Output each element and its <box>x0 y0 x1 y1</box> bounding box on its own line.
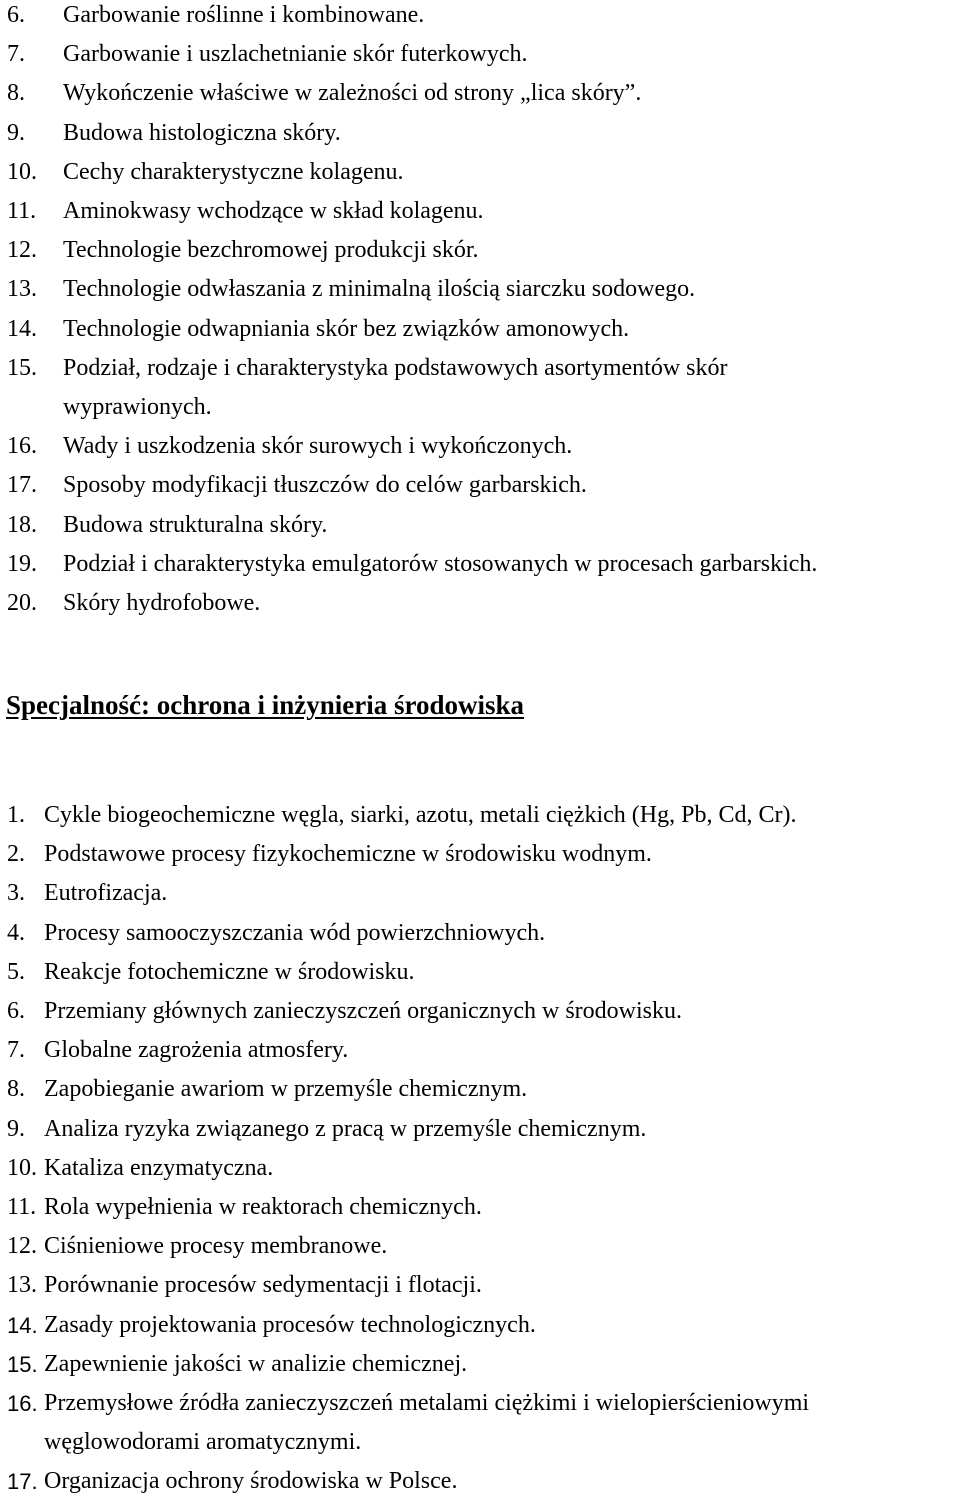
item-text: Technologie odwapniania skór bez związków amonowych. <box>63 315 630 342</box>
item-number: 13. <box>7 1272 37 1299</box>
list-item <box>7 874 957 913</box>
item-text: Aminokwasy wchodzące w skład kolagenu. <box>63 198 484 225</box>
list-item <box>7 35 957 74</box>
item-text: Technologie odwłaszania z minimalną ilością siarczku sodowego. <box>63 276 696 303</box>
item-number: 11. <box>7 198 37 225</box>
item-text: Ciśnieniowe procesy membranowe. <box>44 1233 388 1260</box>
item-text: Budowa histologiczna skóry. <box>63 119 341 146</box>
item-number: 10. <box>7 158 37 185</box>
list-item <box>7 349 957 427</box>
list-item <box>7 835 957 874</box>
list-item <box>7 545 957 584</box>
item-text: Rola wypełnienia w reaktorach chemicznych. <box>44 1194 482 1221</box>
list-item <box>7 914 957 953</box>
item-text: Wykończenie właściwe w zależności od strony „lica skóry”. <box>63 80 642 107</box>
list-item <box>7 1070 957 1109</box>
list-item <box>7 1031 957 1070</box>
item-text: Technologie bezchromowej produkcji skór. <box>63 237 479 264</box>
item-number: 11. <box>7 1194 37 1221</box>
list-item <box>7 584 957 623</box>
topic-list-environment <box>7 796 957 1502</box>
item-text: Garbowanie roślinne i kombinowane. <box>63 2 425 28</box>
list-item <box>7 427 957 466</box>
list-item <box>7 1462 957 1501</box>
item-number: 1. <box>7 802 25 828</box>
list-item <box>7 1345 957 1384</box>
item-number: 16. <box>7 1391 38 1417</box>
item-number: 3. <box>7 880 25 907</box>
list-item <box>7 992 957 1031</box>
item-text: Organizacja ochrony środowiska w Polsce. <box>44 1468 458 1495</box>
item-number: 14. <box>7 315 37 342</box>
item-number: 20. <box>7 590 37 617</box>
item-number: 17. <box>7 1469 38 1495</box>
item-number: 8. <box>7 80 25 107</box>
list-item <box>7 231 957 270</box>
item-text: Przemysłowe źródła zanieczyszczeń metalami ciężkimi i wielopierścieniowymi węglowodorami aromatycznymi. <box>44 1390 810 1456</box>
item-text: Kataliza enzymatyczna. <box>44 1154 274 1181</box>
item-text: Procesy samooczyszczania wód powierzchniowych. <box>44 919 546 946</box>
item-number: 8. <box>7 1076 25 1103</box>
list-item <box>7 796 957 835</box>
list-item <box>7 74 957 113</box>
item-text: Przemiany głównych zanieczyszczeń organicznych w środowisku. <box>44 998 683 1025</box>
section-heading: Specjalność: ochrona i inżynieria środowiska <box>6 690 525 720</box>
item-text: Podstawowe procesy fizykochemiczne w środowisku wodnym. <box>44 841 652 868</box>
item-number: 17. <box>7 472 37 499</box>
list-item <box>7 270 957 309</box>
item-number: 15. <box>7 354 37 381</box>
item-number: 9. <box>7 1115 25 1142</box>
item-number: 5. <box>7 958 25 985</box>
item-number: 13. <box>7 276 37 303</box>
item-text: Wady i uszkodzenia skór surowych i wykończonych. <box>63 433 573 460</box>
item-text: Garbowanie i uszlachetnianie skór futerkowych. <box>63 41 528 68</box>
item-text: Porównanie procesów sedymentacji i flotacji. <box>44 1272 482 1299</box>
item-text: Globalne zagrożenia atmosfery. <box>44 1037 349 1064</box>
item-number: 14. <box>7 1312 38 1338</box>
item-number: 12. <box>7 237 37 264</box>
list-item <box>7 953 957 992</box>
item-text: Cechy charakterystyczne kolagenu. <box>63 158 404 185</box>
item-number: 12. <box>7 1233 37 1260</box>
item-text: Podział, rodzaje i charakterystyka podstawowych asortymentów skór wyprawionych. <box>63 354 728 421</box>
item-number: 10. <box>7 1154 37 1181</box>
item-number: 19. <box>7 550 37 577</box>
list-item <box>7 1266 957 1305</box>
list-item <box>7 1227 957 1266</box>
item-text: Sposoby modyfikacji tłuszczów do celów garbarskich. <box>63 472 587 499</box>
item-text: Zasady projektowania procesów technologicznych. <box>44 1311 536 1338</box>
item-text: Analiza ryzyka związanego z pracą w przemyśle chemicznym. <box>44 1115 647 1142</box>
topic-list-tanning <box>7 0 957 623</box>
list-item <box>7 192 957 231</box>
list-item <box>7 0 957 35</box>
item-text: Cykle biogeochemiczne węgla, siarki, azotu, metali ciężkich (Hg, Pb, Cd, Cr). <box>44 802 797 828</box>
item-text: Zapewnienie jakości w analizie chemicznej. <box>44 1350 468 1377</box>
item-number: 9. <box>7 119 25 146</box>
list-item <box>7 1188 957 1227</box>
item-number: 6. <box>7 998 25 1025</box>
item-number: 7. <box>7 1037 25 1064</box>
item-text: Reakcje fotochemiczne w środowisku. <box>44 958 415 985</box>
item-number: 15. <box>7 1351 38 1377</box>
list-item <box>7 506 957 545</box>
list-item <box>7 1149 957 1188</box>
item-number: 18. <box>7 511 37 538</box>
item-number: 6. <box>7 2 25 28</box>
item-text: Budowa strukturalna skóry. <box>63 511 328 538</box>
list-item <box>7 1306 957 1345</box>
item-number: 16. <box>7 433 37 460</box>
list-item <box>7 153 957 192</box>
item-number: 7. <box>7 41 25 68</box>
list-item <box>7 1384 957 1462</box>
item-number: 2. <box>7 841 25 868</box>
list-item <box>7 1110 957 1149</box>
item-text: Podział i charakterystyka emulgatorów stosowanych w procesach garbarskich. <box>63 550 818 577</box>
item-text: Skóry hydrofobowe. <box>63 590 261 617</box>
list-item <box>7 114 957 153</box>
item-number: 4. <box>7 919 25 946</box>
item-text: Zapobieganie awariom w przemyśle chemicznym. <box>44 1076 528 1103</box>
item-text: Eutrofizacja. <box>44 880 168 907</box>
list-item <box>7 310 957 349</box>
list-item <box>7 466 957 505</box>
